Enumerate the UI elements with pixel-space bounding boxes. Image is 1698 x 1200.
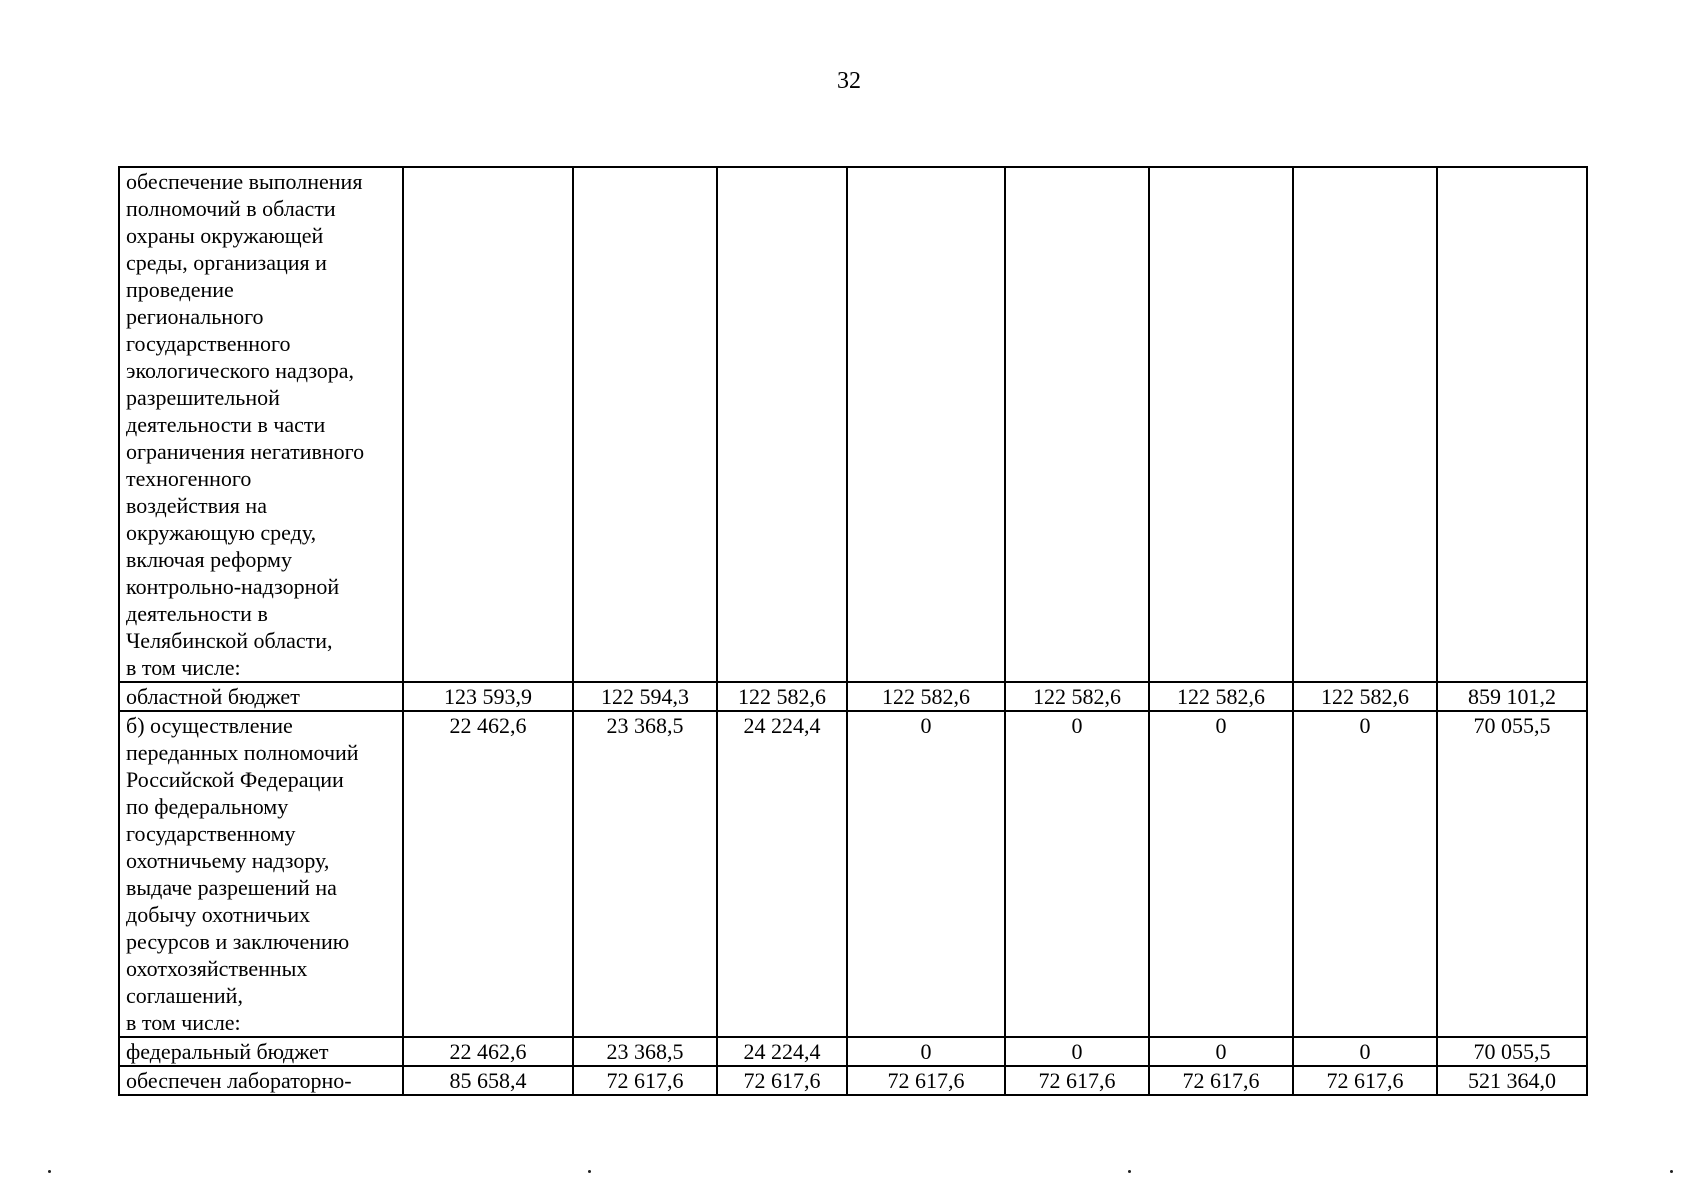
row-label bbox=[119, 167, 403, 682]
row-label-line: Российской Федерации bbox=[126, 767, 344, 792]
value-cell: 72 617,6 bbox=[1293, 1066, 1437, 1095]
value-cell: 859 101,2 bbox=[1437, 682, 1587, 711]
row-label-line: обеспечен лабораторно- bbox=[126, 1068, 352, 1093]
table-row bbox=[119, 167, 1587, 682]
row-label-line: государственному bbox=[126, 821, 296, 846]
value-cell: 70 055,5 bbox=[1437, 711, 1587, 1037]
value-cell: 72 617,6 bbox=[573, 1066, 717, 1095]
value-cell: 122 582,6 bbox=[1293, 682, 1437, 711]
row-label-line: по федеральному bbox=[126, 794, 289, 819]
value-cell bbox=[717, 167, 847, 682]
row-label-line: деятельности в части bbox=[126, 412, 326, 437]
value-cell: 85 658,4 bbox=[403, 1066, 573, 1095]
row-label-line: разрешительной bbox=[126, 385, 280, 410]
table-row bbox=[119, 682, 1587, 711]
scan-mark bbox=[48, 1170, 51, 1173]
row-label bbox=[119, 682, 403, 711]
row-label bbox=[119, 1037, 403, 1066]
value-cell: 123 593,9 bbox=[403, 682, 573, 711]
row-label-line: федеральный бюджет bbox=[126, 1039, 329, 1064]
row-label-line: воздействия на bbox=[126, 493, 267, 518]
row-label-line: выдаче разрешений на bbox=[126, 875, 337, 900]
page-number: 32 bbox=[837, 68, 861, 94]
row-label-line: в том числе: bbox=[126, 1010, 241, 1035]
value-cell: 22 462,6 bbox=[403, 711, 573, 1037]
row-label-line: техногенного bbox=[126, 466, 252, 491]
row-label-line: полномочий в области bbox=[126, 196, 336, 221]
table-row bbox=[119, 711, 1587, 1037]
value-cell: 72 617,6 bbox=[1149, 1066, 1293, 1095]
row-label-line: окружающую среду, bbox=[126, 520, 317, 545]
value-cell: 0 bbox=[847, 1037, 1005, 1066]
table-row bbox=[119, 1066, 1587, 1095]
value-cell bbox=[847, 167, 1005, 682]
scan-mark bbox=[588, 1170, 591, 1173]
row-label-line: добычу охотничьих bbox=[126, 902, 311, 927]
value-cell: 72 617,6 bbox=[1005, 1066, 1149, 1095]
value-cell: 72 617,6 bbox=[847, 1066, 1005, 1095]
value-cell: 122 582,6 bbox=[1005, 682, 1149, 711]
value-cell bbox=[403, 167, 573, 682]
value-cell bbox=[1149, 167, 1293, 682]
value-cell: 70 055,5 bbox=[1437, 1037, 1587, 1066]
row-label-line: деятельности в bbox=[126, 601, 268, 626]
value-cell: 0 bbox=[1149, 711, 1293, 1037]
value-cell: 72 617,6 bbox=[717, 1066, 847, 1095]
row-label-line: б) осуществление bbox=[126, 713, 293, 738]
value-cell: 122 582,6 bbox=[847, 682, 1005, 711]
row-label-line: ограничения негативного bbox=[126, 439, 365, 464]
table-row bbox=[119, 1037, 1587, 1066]
value-cell: 521 364,0 bbox=[1437, 1066, 1587, 1095]
value-cell: 0 bbox=[1005, 711, 1149, 1037]
value-cell: 0 bbox=[1005, 1037, 1149, 1066]
scan-mark bbox=[1128, 1170, 1131, 1173]
scan-mark bbox=[1670, 1170, 1673, 1173]
row-label-line: регионального bbox=[126, 304, 264, 329]
row-label-line: соглашений, bbox=[126, 983, 243, 1008]
row-label-line: включая реформу bbox=[126, 547, 292, 572]
value-cell bbox=[1005, 167, 1149, 682]
row-label-line: государственного bbox=[126, 331, 291, 356]
row-label-line: экологического надзора, bbox=[126, 358, 355, 383]
row-label-line: охотничьему надзору, bbox=[126, 848, 330, 873]
row-label bbox=[119, 711, 403, 1037]
value-cell bbox=[573, 167, 717, 682]
value-cell: 23 368,5 bbox=[573, 1037, 717, 1066]
row-label-line: контрольно-надзорной bbox=[126, 574, 340, 599]
value-cell: 0 bbox=[1149, 1037, 1293, 1066]
row-label-line: обеспечение выполнения bbox=[126, 169, 363, 194]
row-label-line: охраны окружающей bbox=[126, 223, 324, 248]
row-label-line: переданных полномочий bbox=[126, 740, 359, 765]
row-label-line: проведение bbox=[126, 277, 234, 302]
row-label bbox=[119, 1066, 403, 1095]
value-cell: 122 582,6 bbox=[1149, 682, 1293, 711]
row-label-line: Челябинской области, bbox=[126, 628, 333, 653]
value-cell: 0 bbox=[1293, 711, 1437, 1037]
value-cell: 23 368,5 bbox=[573, 711, 717, 1037]
value-cell bbox=[1437, 167, 1587, 682]
value-cell: 22 462,6 bbox=[403, 1037, 573, 1066]
row-label-line: среды, организация и bbox=[126, 250, 327, 275]
value-cell: 122 594,3 bbox=[573, 682, 717, 711]
row-label-line: ресурсов и заключению bbox=[126, 929, 350, 954]
row-label-line: охотхозяйственных bbox=[126, 956, 308, 981]
value-cell: 122 582,6 bbox=[717, 682, 847, 711]
row-label-line: в том числе: bbox=[126, 655, 241, 680]
value-cell bbox=[1293, 167, 1437, 682]
value-cell: 0 bbox=[1293, 1037, 1437, 1066]
row-label-line: областной бюджет bbox=[126, 684, 300, 709]
budget-table bbox=[118, 166, 1588, 1096]
table-body bbox=[119, 167, 1587, 1095]
value-cell: 24 224,4 bbox=[717, 711, 847, 1037]
value-cell: 0 bbox=[847, 711, 1005, 1037]
value-cell: 24 224,4 bbox=[717, 1037, 847, 1066]
